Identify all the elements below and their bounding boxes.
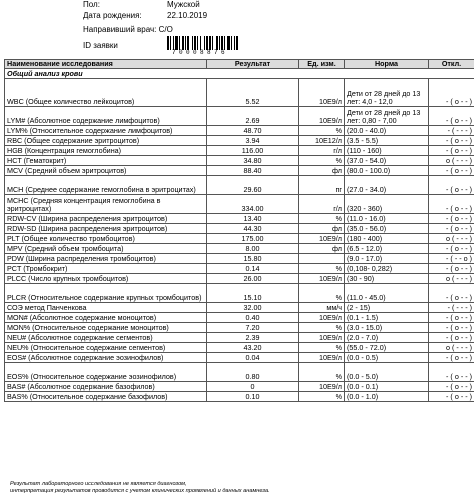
result-name: PLCC (Число крупных тромбоцитов) xyxy=(5,274,207,284)
result-unit: % xyxy=(299,363,345,382)
result-norm: (180 - 400) xyxy=(345,234,429,244)
table-row xyxy=(5,343,474,353)
result-flag: - ( o - - ) xyxy=(429,136,474,146)
result-norm: (20.0 - 40.0) xyxy=(345,126,429,136)
result-flag: - ( o - - ) xyxy=(429,176,474,195)
table-row xyxy=(5,79,474,107)
table-row xyxy=(5,382,474,392)
result-norm: (0.0 - 5.0) xyxy=(345,363,429,382)
result-unit: % xyxy=(299,126,345,136)
col-header-unit: Ед. изм. xyxy=(299,60,345,69)
table-row xyxy=(5,214,474,224)
table-row xyxy=(5,353,474,363)
result-flag: - ( o - - ) xyxy=(429,323,474,333)
result-norm: (27.0 - 34.0) xyxy=(345,176,429,195)
table-row xyxy=(5,333,474,343)
result-value: 0.14 xyxy=(207,264,299,274)
table-row xyxy=(5,146,474,156)
dob-value: 22.10.2019 xyxy=(167,11,208,20)
result-flag: o ( - - - ) xyxy=(429,234,474,244)
result-value: 15.10 xyxy=(207,284,299,303)
barcode-image xyxy=(167,36,267,50)
referring-doctor: Направивший врач: С/О xyxy=(83,25,173,34)
result-value: 175.00 xyxy=(207,234,299,244)
result-unit: 10E9/л xyxy=(299,313,345,323)
result-unit: фл xyxy=(299,166,345,176)
table-row xyxy=(5,244,474,254)
result-unit: % xyxy=(299,156,345,166)
result-flag: o ( - - - ) xyxy=(429,156,474,166)
result-name: MCH (Среднее содержание гемоглобина в эритроцитах) xyxy=(5,176,207,195)
result-unit: % xyxy=(299,214,345,224)
result-name: EOS% (Относительное содержание эозинофилов) xyxy=(5,363,207,382)
result-flag: - ( o - - ) xyxy=(429,333,474,343)
table-row xyxy=(5,136,474,146)
col-header-name: Наименование исследования xyxy=(5,60,207,69)
result-name: СОЭ метод Панченкова xyxy=(5,303,207,313)
result-norm: (0.1 - 1.5) xyxy=(345,313,429,323)
table-row xyxy=(5,363,474,382)
result-norm: (55.0 - 72.0) xyxy=(345,343,429,353)
result-flag: - ( o - - ) xyxy=(429,79,474,107)
result-flag: - ( - - - ) xyxy=(429,126,474,136)
result-flag: - ( o - - ) xyxy=(429,244,474,254)
request-id-label: ID заявки xyxy=(83,41,118,50)
result-value: 0.04 xyxy=(207,353,299,363)
result-value: 0.40 xyxy=(207,313,299,323)
result-norm: (11.0 - 16.0) xyxy=(345,214,429,224)
section-title: Общий анализ крови xyxy=(5,69,474,79)
result-name: RBC (Общее содержание эритроцитов) xyxy=(5,136,207,146)
result-unit: 10E9/л xyxy=(299,234,345,244)
result-value: 5.52 xyxy=(207,79,299,107)
result-unit: г/л xyxy=(299,146,345,156)
result-unit: 10E9/л xyxy=(299,107,345,126)
result-unit: % xyxy=(299,343,345,353)
result-name: PLCR (Относительное содержание крупных тромбоцитов) xyxy=(5,284,207,303)
table-row xyxy=(5,303,474,313)
result-value: 13.40 xyxy=(207,214,299,224)
table-row xyxy=(5,313,474,323)
table-row xyxy=(5,264,474,274)
table-row xyxy=(5,224,474,234)
result-value: 2.69 xyxy=(207,107,299,126)
table-row xyxy=(5,254,474,264)
disclaimer-line-1: Результат лабораторного исследования не является диагнозом, xyxy=(10,481,187,487)
table-row xyxy=(5,107,474,126)
result-name: NEU# (Абсолютное содержание сегментов) xyxy=(5,333,207,343)
result-unit: 10E9/л xyxy=(299,333,345,343)
result-flag: - ( o - - ) xyxy=(429,264,474,274)
result-flag: - ( o - - ) xyxy=(429,146,474,156)
result-name: LYM% (Относительное содержание лимфоцитов) xyxy=(5,126,207,136)
result-norm: (3.0 - 15.0) xyxy=(345,323,429,333)
table-row xyxy=(5,234,474,244)
result-unit: мм/ч xyxy=(299,303,345,313)
result-flag: - ( o - - ) xyxy=(429,224,474,234)
result-name: RDW-SD (Ширина распределения эритроцитов) xyxy=(5,224,207,234)
result-norm: (0.0 - 0.1) xyxy=(345,382,429,392)
result-norm: (0.0 - 1.0) xyxy=(345,392,429,402)
result-value: 0.80 xyxy=(207,363,299,382)
result-unit: % xyxy=(299,264,345,274)
result-norm: Дети от 28 дней до 13 лет: 4,0 - 12,0 xyxy=(345,79,429,107)
result-value: 34.80 xyxy=(207,156,299,166)
sex-value: Мужской xyxy=(167,0,200,9)
result-value: 116.00 xyxy=(207,146,299,156)
result-value: 88.40 xyxy=(207,166,299,176)
patient-header xyxy=(0,0,474,58)
result-value: 7.20 xyxy=(207,323,299,333)
result-norm: (35.0 - 56.0) xyxy=(345,224,429,234)
table-row xyxy=(5,126,474,136)
result-unit xyxy=(299,254,345,264)
col-header-norm: Норма xyxy=(345,60,429,69)
result-name: RDW-CV (Ширина распределения эритроцитов) xyxy=(5,214,207,224)
result-flag: o ( - - - ) xyxy=(429,343,474,353)
result-unit: % xyxy=(299,284,345,303)
result-unit: г/л xyxy=(299,195,345,214)
result-flag: - ( o - - ) xyxy=(429,214,474,224)
result-name: EOS# (Абсолютное содержание эозинофилов) xyxy=(5,353,207,363)
result-flag: - ( o - - ) xyxy=(429,392,474,402)
results-table xyxy=(4,59,474,402)
result-flag: - ( o - - ) xyxy=(429,363,474,382)
result-flag: - ( o - - ) xyxy=(429,313,474,323)
result-norm: (2 - 15) xyxy=(345,303,429,313)
result-flag: - ( o - - ) xyxy=(429,166,474,176)
result-flag: - ( o - - ) xyxy=(429,195,474,214)
result-value: 44.30 xyxy=(207,224,299,234)
result-flag: - ( - - o ) xyxy=(429,254,474,264)
result-name: MCV (Средний объем эритроцитов) xyxy=(5,166,207,176)
result-unit: 10E9/л xyxy=(299,382,345,392)
result-unit: % xyxy=(299,323,345,333)
result-value: 48.70 xyxy=(207,126,299,136)
result-name: HCT (Гематокрит) xyxy=(5,156,207,166)
result-name: PLT (Общее количество тромбоцитов) xyxy=(5,234,207,244)
result-norm: (0,108- 0,282) xyxy=(345,264,429,274)
result-norm: (2.0 - 7.0) xyxy=(345,333,429,343)
col-header-result: Результат xyxy=(207,60,299,69)
result-unit: 10E9/л xyxy=(299,79,345,107)
result-value: 334.00 xyxy=(207,195,299,214)
result-norm: (11.0 - 45.0) xyxy=(345,284,429,303)
table-header-row xyxy=(5,60,474,69)
result-value: 26.00 xyxy=(207,274,299,284)
result-name: MPV (Средний объем тромбоцита) xyxy=(5,244,207,254)
result-name: LYM# (Абсолютное содержание лимфоцитов) xyxy=(5,107,207,126)
result-name: HGB (Концентрация гемоглобина) xyxy=(5,146,207,156)
result-norm: (80.0 - 100.0) xyxy=(345,166,429,176)
result-flag: - ( o - - ) xyxy=(429,353,474,363)
result-norm: (30 - 90) xyxy=(345,274,429,284)
result-unit: пг xyxy=(299,176,345,195)
disclaimer xyxy=(10,481,270,495)
result-flag: - ( o - - ) xyxy=(429,284,474,303)
result-unit: 10E9/л xyxy=(299,353,345,363)
result-value: 8.00 xyxy=(207,244,299,254)
table-row xyxy=(5,323,474,333)
table-row xyxy=(5,284,474,303)
table-row xyxy=(5,195,474,214)
result-name: PDW (Ширина распределения тромбоцитов) xyxy=(5,254,207,264)
result-norm: (110 - 160) xyxy=(345,146,429,156)
result-name: BAS# (Абсолютное содержание базофилов) xyxy=(5,382,207,392)
result-name: MON# (Абсолютное содержание моноцитов) xyxy=(5,313,207,323)
result-name: MCHC (Средняя концентрация гемоглобина в эритроцитах) xyxy=(5,195,207,214)
result-unit: фл xyxy=(299,224,345,234)
result-unit: фл xyxy=(299,244,345,254)
dob-label: Дата рождения: xyxy=(83,11,142,20)
result-name: BAS% (Относительное содержание базофилов) xyxy=(5,392,207,402)
result-name: WBC (Общее количество лейкоцитов) xyxy=(5,79,207,107)
result-name: NEU% (Относительное содержание сегментов) xyxy=(5,343,207,353)
section-row xyxy=(5,69,474,79)
table-row xyxy=(5,392,474,402)
result-flag: - ( o - - ) xyxy=(429,382,474,392)
result-norm: Дети от 28 дней до 13 лет: 0,80 - 7,00 xyxy=(345,107,429,126)
result-value: 32.00 xyxy=(207,303,299,313)
result-unit: % xyxy=(299,392,345,402)
result-unit: 10E12/л xyxy=(299,136,345,146)
table-row xyxy=(5,166,474,176)
result-value: 15.80 xyxy=(207,254,299,264)
result-flag: o ( - - - ) xyxy=(429,274,474,284)
result-value: 2.39 xyxy=(207,333,299,343)
barcode-number: 70008876 xyxy=(172,49,229,56)
result-norm: (3.5 - 5.5) xyxy=(345,136,429,146)
table-row xyxy=(5,156,474,166)
result-value: 0 xyxy=(207,382,299,392)
result-name: MON% (Относительное содержание моноцитов) xyxy=(5,323,207,333)
sex-label: Пол: xyxy=(83,0,100,9)
col-header-flag: Откл. xyxy=(429,60,474,69)
result-value: 3.94 xyxy=(207,136,299,146)
result-norm: (0.0 - 0.5) xyxy=(345,353,429,363)
result-norm: (6.5 - 12.0) xyxy=(345,244,429,254)
disclaimer-line-2: интерпретация результатов проводится с учетом клинических проявлений и данных анамнеза. xyxy=(10,488,270,494)
result-norm: (320 - 360) xyxy=(345,195,429,214)
result-value: 0.10 xyxy=(207,392,299,402)
result-norm: (9.0 - 17.0) xyxy=(345,254,429,264)
result-value: 43.20 xyxy=(207,343,299,353)
table-row xyxy=(5,176,474,195)
result-unit: 10E9/л xyxy=(299,274,345,284)
table-row xyxy=(5,274,474,284)
result-flag: - ( - - - ) xyxy=(429,303,474,313)
result-norm: (37.0 - 54.0) xyxy=(345,156,429,166)
result-flag: - ( o - - ) xyxy=(429,107,474,126)
result-name: PCT (Тромбокрит) xyxy=(5,264,207,274)
result-value: 29.60 xyxy=(207,176,299,195)
